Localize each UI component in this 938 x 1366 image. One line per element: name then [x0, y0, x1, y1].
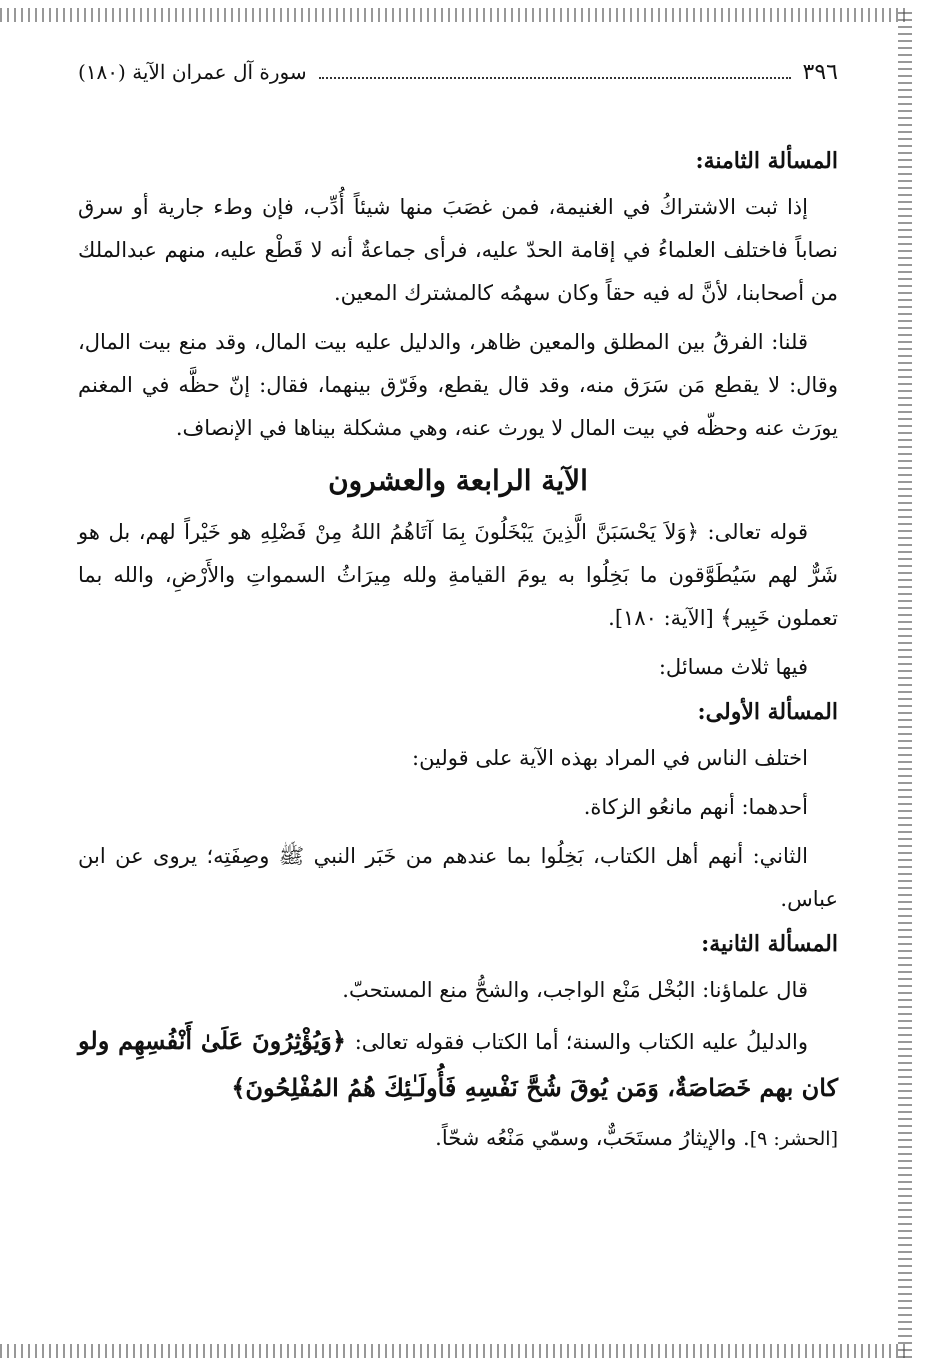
decorative-border-top [0, 8, 910, 22]
paragraph: اختلف الناس في المراد بهذه الآية على قولين: [412, 746, 808, 770]
paragraph [78, 1117, 838, 1161]
closing-text: . والإيثارُ مستَحَبٌّ، وسمّي مَنْعُه شحّاً. [435, 1126, 750, 1150]
evidence-intro: والدليلُ عليه الكتاب والسنة؛ أما الكتاب فقوله تعالى: [354, 1030, 809, 1054]
issue-two-heading: المسألة الثانية: [701, 931, 838, 957]
paragraph: إذا ثبت الاشتراكُ في الغنيمة، فمن غصَبَ منها شيئاً أُدِّب، فإن وطء جارية أو سرق نصاباً فاختلف العلماءُ في إقامة الحدّ عليه، فرأى جماعةٌ أنه لا قَطْع عليه، منهم عبدالملك من أصحابنا، لأنَّ له فيه حقاً وكان سهمُه كالمشترك المعين. [78, 195, 838, 305]
issue-one-heading: المسألة الأولى: [697, 699, 838, 725]
paragraph: قلنا: الفرقُ بين المطلق والمعين ظاهر، والدليل عليه بيت المال، وقد منع بيت المال، وقال: لا يقطع مَن سَرَق منه، وقد قال يقطع، وفَرّق بينهما، فقال: إنّ حظَّه في المغنم يورَث عنه وحظّه في بيت المال لا يورث عنه، وهي مشكلة بيناها في الإنصاف. [78, 330, 838, 440]
paragraph-with-quran-quote [78, 1018, 838, 1111]
paragraph: فيها ثلاث مسائل: [658, 655, 808, 679]
paragraph: الثاني: أنهم أهل الكتاب، بَخِلُوا بما عندهم من خَبَر النبي ﷺ وصِفَتِه؛ يروى عن ابن عباس. [78, 844, 838, 911]
page-content [78, 60, 838, 1340]
header-leader-dots [319, 77, 791, 79]
decorative-border-right [898, 8, 912, 1358]
paragraph: قال علماؤنا: البُخْل مَنْع الواجب، والشحُّ منع المستحبّ. [342, 978, 808, 1002]
ayah-title: الآية الرابعة والعشرون [328, 464, 588, 497]
paragraph: أحدهما: أنهم مانعُو الزكاة. [583, 795, 808, 819]
running-title: سورة آل عمران الآية (١٨٠) [78, 60, 307, 84]
decorative-border-bottom [0, 1344, 910, 1358]
surah-reference: [الحشر: ٩] [749, 1128, 838, 1150]
running-header [78, 60, 838, 100]
ayah-text: قوله تعالى: ﴿وَلاَ يَحْسَبَنَّ الَّذِينَ يَبْخَلُونَ بِمَا آتَاهُمُ اللهُ مِنْ فَضْلِهِ هو خَيْراً لهم، بل هو شَرٌّ لهم سَيُطَوَّقون ما بَخِلُوا به يومَ القيامةِ ولله مِيرَاثُ السمواتِ والأَرْضِ، والله بما تعملون خَبِير﴾ [الآية: ١٨٠]. [78, 520, 838, 630]
page-number: ٣٩٦ [802, 60, 838, 85]
quran-quote: ﴿وَيُؤْثِرُونَ عَلَىٰ أَنْفُسِهِم ولو كان بهم خَصَاصَةٌ، وَمَن يُوقَ شُحَّ نَفْسِهِ فَأُولَـٰئِكَ هُمُ المُفْلِحُونَ﴾ [78, 1026, 838, 1102]
issue-eight-heading: المسألة الثامنة: [695, 148, 838, 174]
